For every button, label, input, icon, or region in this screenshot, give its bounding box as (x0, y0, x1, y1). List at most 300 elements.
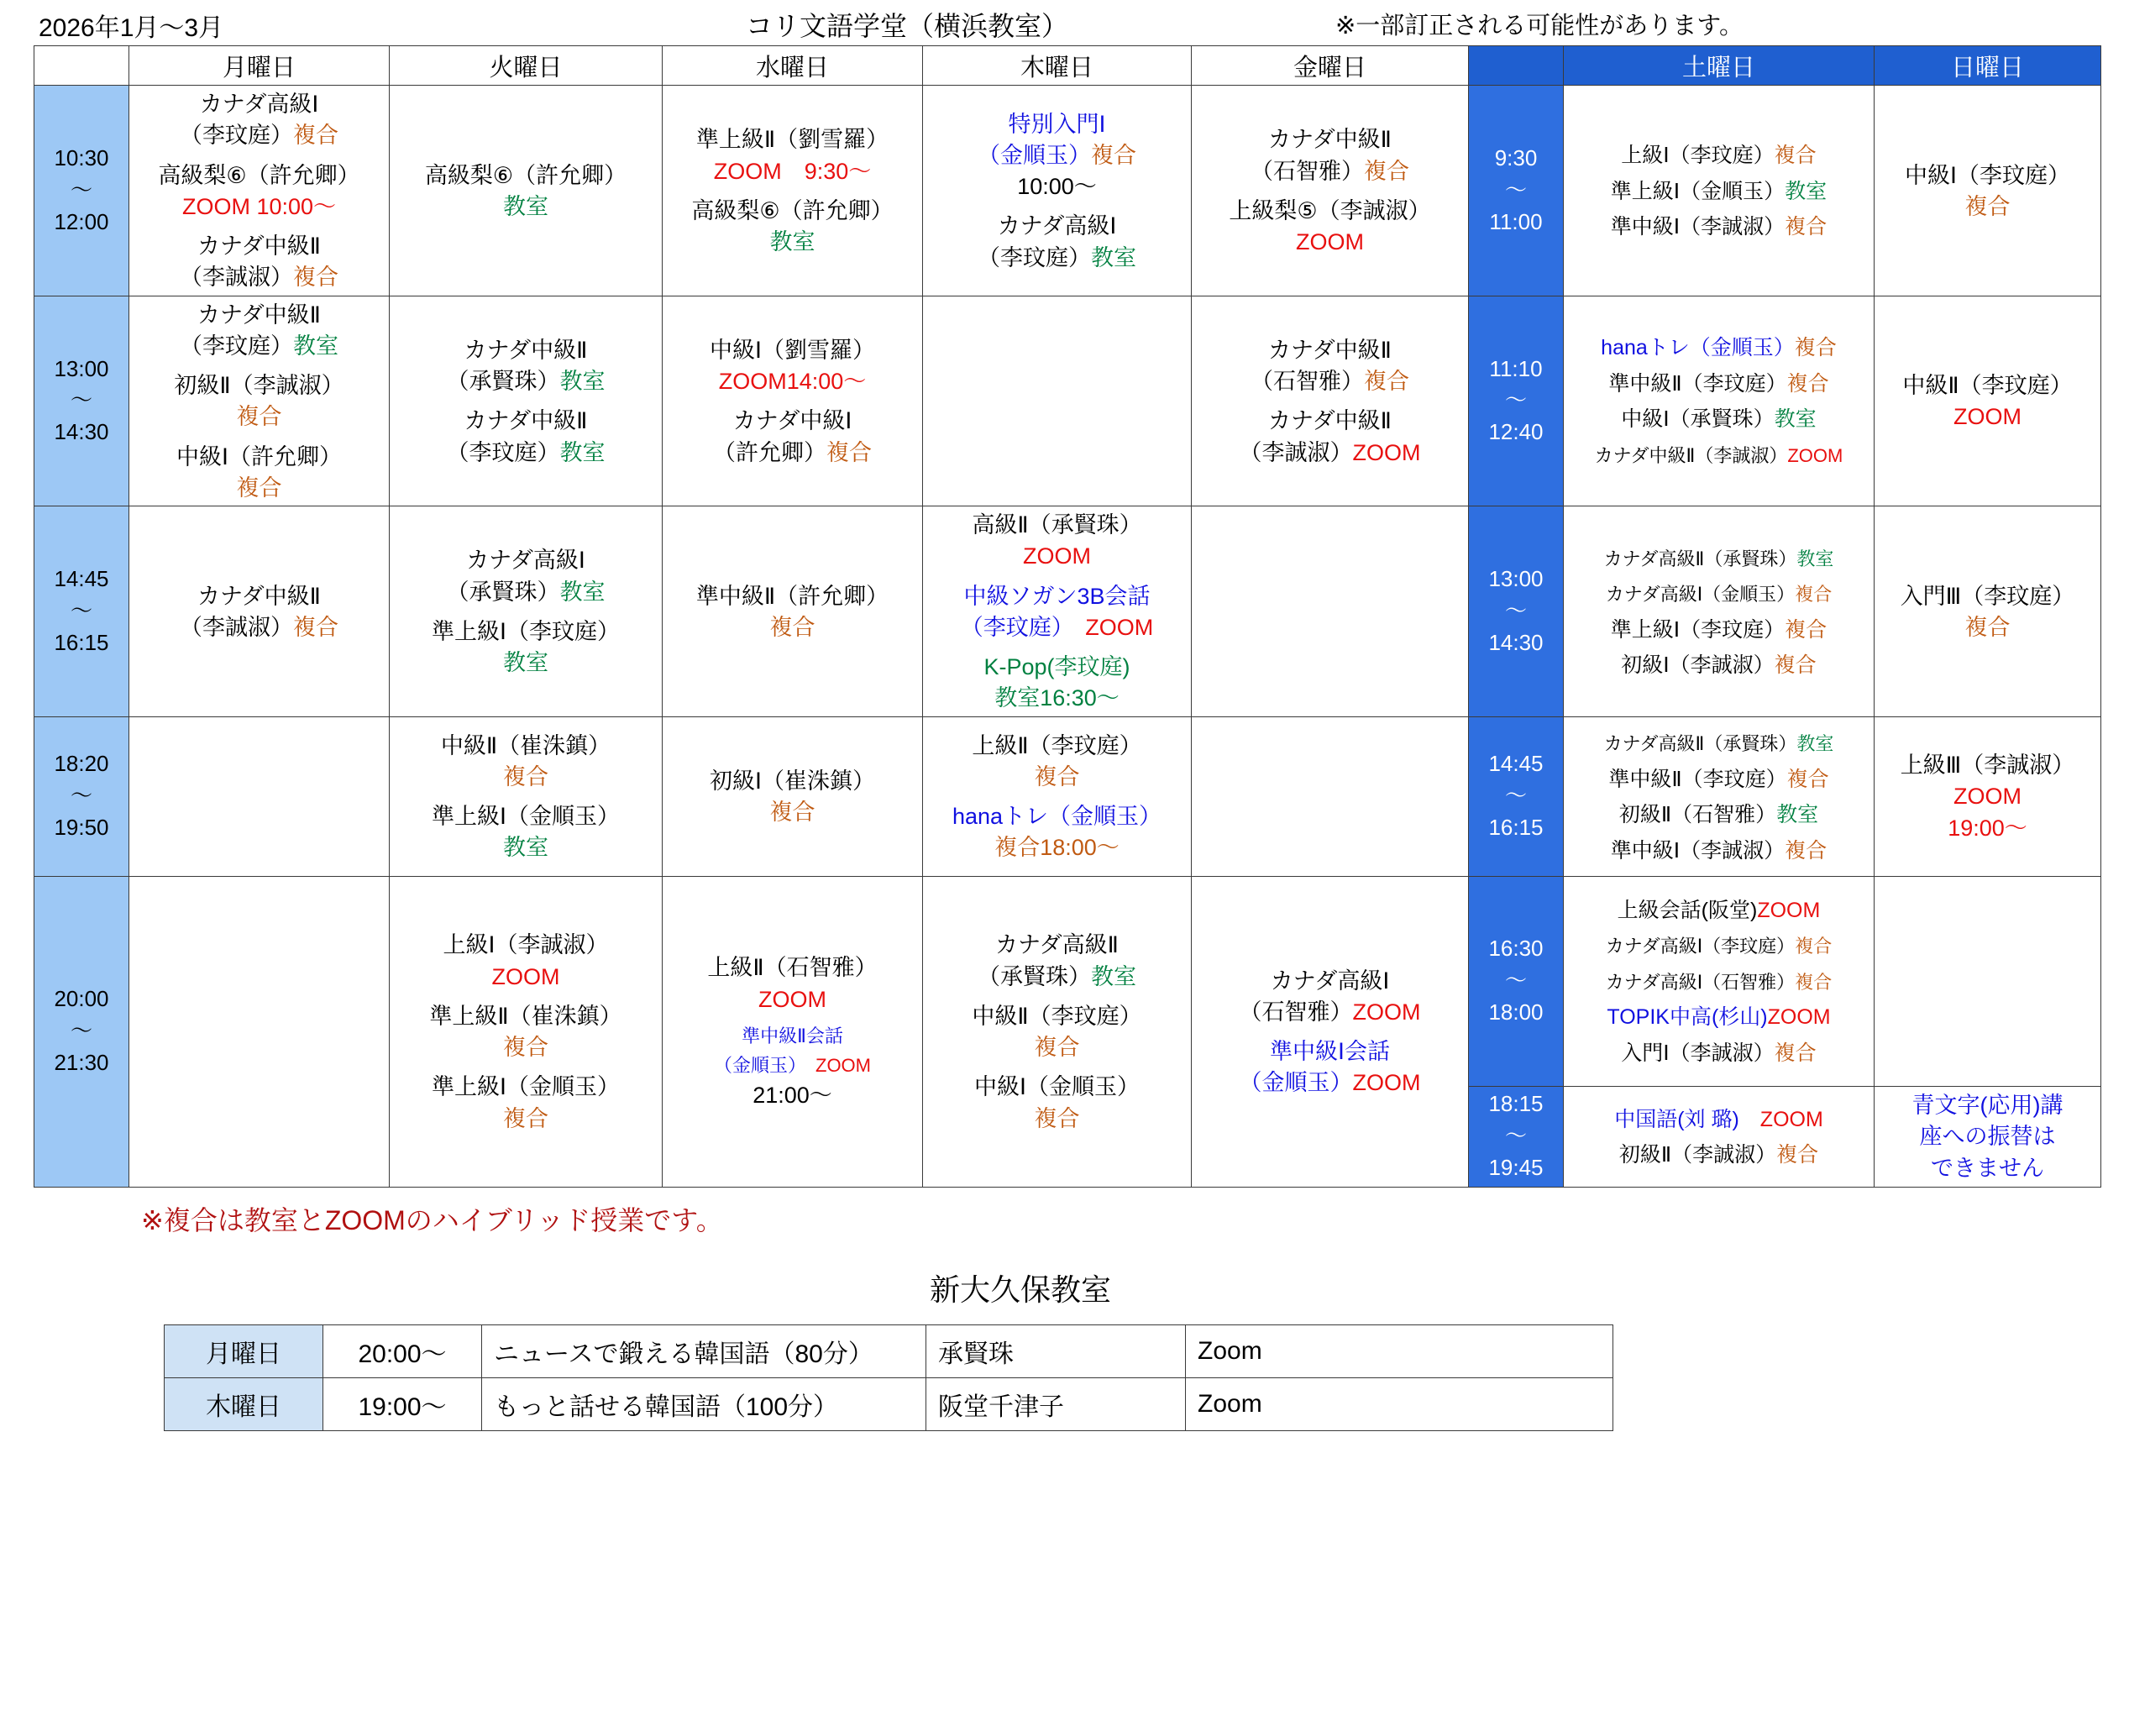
class-text: 上級会話(阪堂) (1617, 898, 1758, 922)
class-entry (129, 442, 389, 505)
class-entry (1192, 966, 1468, 1029)
class-text: カナダ高級Ⅰ (997, 213, 1117, 239)
class-entry (1564, 213, 1874, 241)
time-line: 10:30 (54, 145, 109, 171)
class-text: 教室 (1776, 803, 1819, 826)
class-text: できません (1931, 1155, 2044, 1181)
shin-time: 20:00～ (323, 1324, 482, 1377)
sat-time-slot-label (1469, 716, 1564, 876)
shin-mode: Zoom (1186, 1324, 1613, 1377)
schedule-cell-thu (923, 506, 1192, 717)
time-line: 14:30 (1488, 629, 1544, 655)
class-text: （承賢珠） (978, 963, 1091, 989)
time-line: ～ (1504, 176, 1527, 202)
class-text: 複合 (1964, 614, 2011, 640)
class-text: カナダ中級Ⅱ (197, 302, 321, 328)
class-text: 高級梨⑥（許允卿） (424, 162, 627, 188)
class-entry (663, 766, 922, 829)
schedule-cell-tue (390, 296, 663, 506)
time-line: 11:00 (1489, 208, 1543, 234)
class-text: 準上級Ⅰ（李玟庭） (1610, 617, 1786, 642)
table-row (34, 716, 2101, 876)
class-entry (1875, 1090, 2100, 1184)
class-text: ZOOM (1953, 404, 2022, 430)
class-entry (129, 160, 389, 223)
class-text: 複合 (1776, 1143, 1819, 1167)
class-text: 複合 (293, 265, 338, 291)
class-entry (390, 1001, 662, 1064)
class-text: 教室 (559, 369, 606, 394)
class-text: 複合 (1964, 193, 2011, 219)
class-text: ZOOM (1757, 898, 1821, 922)
header-bar (0, 0, 2150, 44)
column-header-fri: 金曜日 (1192, 46, 1469, 86)
class-entry (923, 211, 1191, 274)
column-header-wed: 水曜日 (663, 46, 923, 86)
class-text: （石智雅） (1239, 999, 1353, 1025)
sat-time-slot-label (1469, 1086, 1564, 1187)
class-text: （金順玉） (1239, 1070, 1353, 1096)
class-entry (1875, 750, 2100, 844)
class-text: 教室 (1091, 244, 1136, 270)
class-entry (1192, 406, 1468, 469)
class-text: 準上級Ⅰ（金順玉） (1610, 179, 1786, 203)
class-text: 中級Ⅰ（李玟庭） (1905, 162, 2070, 188)
class-text: 複合 (503, 1105, 548, 1131)
class-text: 複合 (1794, 336, 1837, 360)
time-slot-label (34, 86, 129, 296)
class-text: カナダ高級Ⅰ (466, 548, 585, 574)
class-entry (1564, 334, 1874, 362)
class-text: TOPIK中高(杉山) (1607, 1005, 1768, 1030)
schedule-cell-wed (663, 86, 923, 296)
time-line: 14:45 (54, 566, 109, 592)
class-text: 青文字(応用)講 (1911, 1093, 2063, 1119)
class-text: 高級梨⑥（許允卿） (158, 162, 360, 188)
class-text: 教室 (559, 439, 606, 465)
class-text: 複合 (293, 123, 338, 149)
time-line: 18:15 (1488, 1091, 1544, 1117)
class-text: 複合 (1774, 653, 1817, 678)
sat-time-slot-label (1469, 86, 1564, 296)
time-line: 21:30 (54, 1049, 109, 1075)
class-text: カナダ中級Ⅱ (464, 408, 588, 434)
sat-time-slot-label (1469, 876, 1564, 1086)
class-text: 準上級Ⅰ（金順玉） (432, 1074, 620, 1100)
class-text: 初級Ⅰ（李誠淑） (1621, 653, 1775, 678)
class-text: 初級Ⅱ（石智雅） (1618, 803, 1777, 826)
column-header-sun: 日曜日 (1875, 46, 2101, 86)
schedule-cell-tue (390, 876, 663, 1187)
class-text: 複合 (1034, 763, 1080, 789)
schedule-cell-sun (1875, 296, 2101, 506)
class-text: ZOOM14:00～ (718, 369, 867, 394)
class-text: （石智雅） (1251, 369, 1364, 394)
class-entry (1564, 968, 1874, 996)
table-row (34, 86, 2101, 296)
class-entry (1564, 142, 1874, 170)
class-text: （石智雅） (1251, 158, 1364, 184)
schedule-cell-sun (1875, 1086, 2101, 1187)
class-text: 中級Ⅱ（李玟庭） (1902, 373, 2073, 398)
class-text: 準中級Ⅰ（李誠淑） (1610, 215, 1786, 239)
class-text: 21:00～ (752, 1083, 832, 1109)
class-text: ZOOM (1296, 229, 1364, 254)
class-entry (923, 581, 1191, 644)
class-text: 中級Ⅱ（李玟庭） (972, 1003, 1142, 1029)
class-entry (390, 160, 662, 223)
sat-time-slot-label (1469, 506, 1564, 717)
class-text: ZOOM (1062, 614, 1154, 640)
class-text: ZOOM (1767, 1005, 1831, 1030)
class-text: 複合 (1774, 144, 1817, 167)
class-text: 複合 (1034, 1105, 1080, 1131)
class-entry (923, 1072, 1191, 1135)
time-line: 16:30 (1488, 936, 1544, 962)
schedule-cell-sat (1564, 876, 1875, 1086)
class-entry (663, 952, 922, 1015)
class-entry (663, 335, 922, 398)
class-text: カナダ高級Ⅰ（金順玉） (1605, 584, 1796, 606)
class-text: 複合 (769, 800, 815, 825)
class-text: K-Pop(李玟庭) (983, 654, 1130, 679)
class-text: 上級Ⅰ（李玟庭） (1621, 144, 1775, 167)
class-entry (1875, 581, 2100, 644)
class-text: 複合 (1774, 1041, 1817, 1065)
class-text: 教室 (1774, 407, 1817, 432)
time-line: ～ (70, 597, 92, 623)
schedule-cell-thu (923, 296, 1192, 506)
class-text: 複合 (293, 614, 338, 640)
schedule-cell-wed (663, 716, 923, 876)
class-text: 教室 (293, 333, 338, 359)
class-text: 複合 (503, 1035, 548, 1060)
class-entry (390, 335, 662, 398)
class-text: 複合 (1795, 971, 1833, 993)
class-text: 複合 (1785, 617, 1828, 642)
class-text: 準中級Ⅱ会話 (742, 1025, 843, 1046)
shin-day: 月曜日 (165, 1324, 323, 1377)
class-text: 複合 (1795, 936, 1833, 957)
footnote: ※複合は教室とZOOMのハイブリッド授業です。 (141, 1204, 723, 1235)
class-entry (1564, 932, 1874, 960)
class-text: 中級Ⅰ（承賢珠） (1621, 407, 1775, 432)
class-text: 複合 (1786, 767, 1829, 791)
class-entry (1192, 196, 1468, 259)
class-entry (1564, 178, 1874, 206)
time-line: ～ (70, 176, 92, 202)
column-header-mon: 月曜日 (129, 46, 390, 86)
class-text: 上級Ⅲ（李誠淑） (1900, 753, 2075, 779)
column-header-tue: 火曜日 (390, 46, 663, 86)
class-entry (129, 370, 389, 433)
class-text: 教室 (503, 650, 548, 675)
time-line: 20:00 (54, 986, 109, 1012)
class-text: 準上級Ⅱ（劉雪羅） (695, 127, 889, 153)
class-entry (923, 109, 1191, 203)
class-text: 複合 (769, 614, 815, 640)
class-text: 19:00～ (1948, 815, 2027, 841)
class-entry (1564, 1106, 1874, 1134)
time-line: 11:10 (1489, 355, 1543, 381)
time-line: ～ (1504, 1123, 1527, 1149)
time-line: ～ (1504, 783, 1527, 809)
class-text: 教室 (1785, 179, 1828, 203)
time-slot-label (34, 506, 129, 717)
class-text: 中級Ⅰ（金順玉） (974, 1074, 1140, 1100)
schedule-cell-mon (129, 716, 390, 876)
shin-table-row (165, 1377, 1613, 1430)
shin-teacher: 阪堂千津子 (926, 1377, 1186, 1430)
class-text: hanaトレ（金順玉） (952, 804, 1162, 829)
class-text: 複合 (1364, 369, 1409, 394)
class-entry (390, 406, 662, 469)
class-entry (663, 1024, 922, 1112)
page-title: コリ文語学堂（横浜教室） (746, 11, 1069, 41)
class-text: 入門Ⅲ（李玟庭） (1900, 583, 2075, 609)
class-text: （許允卿） (713, 439, 826, 465)
shin-table-row (165, 1324, 1613, 1377)
class-text: カナダ高級Ⅰ（李玟庭） (1605, 936, 1796, 957)
class-text: カナダ中級Ⅱ (1268, 408, 1392, 434)
time-line: 14:45 (1488, 751, 1544, 777)
schedule-cell-mon (129, 876, 390, 1187)
sat-time-slot-label (1469, 296, 1564, 506)
class-text: 準中級Ⅱ（李玟庭） (1608, 767, 1787, 791)
schedule-cell-fri (1192, 86, 1469, 296)
class-text: カナダ高級Ⅱ (995, 932, 1119, 958)
table-row (34, 876, 2101, 1086)
schedule-cell-sun (1875, 716, 2101, 876)
schedule-cell-thu (923, 876, 1192, 1187)
time-line: 18:00 (1488, 999, 1544, 1025)
class-text: カナダ高級Ⅰ (1270, 968, 1390, 994)
class-entry (390, 616, 662, 679)
class-entry (1564, 1040, 1874, 1067)
class-text: ZOOM (1352, 1070, 1421, 1096)
class-text: ZOOM (1738, 1107, 1823, 1131)
schedule-cell-wed (663, 506, 923, 717)
class-text: （李誠淑） (180, 265, 293, 291)
class-text: カナダ中級Ⅱ (1268, 337, 1392, 363)
class-text: 上級Ⅱ（李玟庭） (972, 732, 1142, 758)
column-header-sat: 土曜日 (1564, 46, 1875, 86)
class-text: 複合 (503, 763, 548, 789)
class-text: （承賢珠） (446, 579, 560, 605)
time-slot-label (34, 716, 129, 876)
schedule-cell-sat (1564, 1086, 1875, 1187)
class-entry (663, 196, 922, 259)
class-text: 初級Ⅱ（李誠淑） (174, 373, 344, 398)
class-text: （金順玉） (978, 142, 1091, 168)
class-text: 複合 (826, 439, 872, 465)
schedule-cell-sat (1564, 716, 1875, 876)
class-text: 複合 (1785, 215, 1828, 239)
schedule-cell-sat (1564, 506, 1875, 717)
time-line: 13:00 (1488, 566, 1544, 592)
class-text: （李玟庭） (180, 123, 293, 149)
class-text: カナダ高級Ⅱ（承賢珠） (1603, 733, 1797, 754)
shin-okubo-title: 新大久保教室 (929, 1272, 1111, 1307)
class-entry (1564, 801, 1874, 829)
time-line: ～ (1504, 968, 1527, 994)
notice-label: ※一部訂正される可能性があります。 (1335, 13, 1744, 39)
class-text: 座への振替は (1919, 1124, 2056, 1150)
class-text: 初級Ⅰ（崔洙鎮） (710, 768, 875, 794)
class-text: 中国語(刘 璐) (1614, 1107, 1739, 1131)
class-entry (1564, 1141, 1874, 1169)
class-text: （李玟庭） (446, 439, 560, 465)
class-text: 教室 (503, 193, 548, 219)
schedule-cell-wed (663, 296, 923, 506)
class-text: ZOOM (797, 1055, 871, 1077)
corner-cell (34, 46, 129, 86)
class-text: カナダ中級Ⅰ (732, 408, 852, 434)
class-text: ZOOM (1352, 999, 1421, 1025)
shin-mode: Zoom (1186, 1377, 1613, 1430)
class-text: ZOOM (1787, 444, 1843, 466)
class-entry (390, 1072, 662, 1135)
class-entry (1564, 730, 1874, 758)
time-line: 19:45 (1488, 1154, 1544, 1180)
class-text: 上級Ⅱ（石智雅） (707, 955, 878, 981)
main-timetable (34, 45, 2101, 1188)
class-text: 準中級Ⅱ（許允卿） (695, 583, 889, 609)
table-row (34, 296, 2101, 506)
class-text: 複合 (1034, 1035, 1080, 1060)
class-entry (1564, 897, 1874, 925)
period-label: 2026年1月～3月 (39, 14, 224, 42)
class-text: ZOOM (491, 963, 560, 989)
class-text: 準中級Ⅱ（李玟庭） (1608, 371, 1787, 396)
class-entry (1564, 545, 1874, 573)
schedule-cell-mon (129, 86, 390, 296)
class-text: 上級Ⅰ（李誠淑） (443, 932, 609, 958)
class-text: （李玟庭） (180, 333, 293, 359)
schedule-cell-fri (1192, 876, 1469, 1187)
class-text: ZOOM 9:30～ (713, 158, 872, 184)
class-text: カナダ高級Ⅰ (199, 92, 319, 117)
class-text: 複合 (1795, 584, 1833, 606)
class-text: hanaトレ（金順玉） (1601, 336, 1795, 360)
time-line: 19:50 (54, 814, 109, 840)
time-line: ～ (70, 1018, 92, 1044)
class-entry (923, 801, 1191, 864)
class-entry (129, 89, 389, 152)
class-text: 初級Ⅱ（李誠淑） (1618, 1143, 1777, 1167)
class-entry (923, 652, 1191, 715)
class-text: 準上級Ⅰ（金順玉） (432, 804, 620, 829)
class-text: カナダ中級Ⅱ（李誠淑） (1594, 444, 1788, 466)
schedule-cell-tue (390, 506, 663, 717)
schedule-cell-mon (129, 506, 390, 717)
class-text: ZOOM 10:00～ (181, 193, 337, 219)
schedule-cell-sat (1564, 86, 1875, 296)
time-slot-label (34, 296, 129, 506)
shin-day: 木曜日 (165, 1377, 323, 1430)
class-text: カナダ高級Ⅰ（石智雅） (1605, 971, 1796, 993)
class-entry (923, 930, 1191, 993)
class-text: （李誠淑） (1239, 439, 1353, 465)
class-text: 特別入門Ⅰ (1008, 111, 1106, 137)
time-line: 16:15 (1488, 814, 1544, 840)
schedule-cell-sun (1875, 876, 2101, 1086)
class-text: 教室 (503, 835, 548, 861)
shin-time: 19:00～ (323, 1377, 482, 1430)
class-text: 準上級Ⅰ（李玟庭） (432, 618, 620, 644)
class-entry (1564, 652, 1874, 679)
class-entry (1564, 370, 1874, 398)
class-text: 教室 (769, 229, 815, 254)
column-header-thu: 木曜日 (923, 46, 1192, 86)
time-line: 14:30 (54, 419, 109, 445)
schedule-cell-thu (923, 86, 1192, 296)
class-entry (663, 406, 922, 469)
class-text: 中級Ⅰ（許允卿） (176, 443, 342, 469)
schedule-cell-fri (1192, 296, 1469, 506)
class-text: 中級ソガン3B会話 (963, 583, 1151, 609)
schedule-cell-sun (1875, 506, 2101, 717)
time-line: 12:40 (1488, 419, 1544, 445)
time-line: 16:15 (54, 629, 109, 655)
class-text: カナダ中級Ⅱ (197, 583, 321, 609)
time-line: ～ (70, 387, 92, 413)
class-entry (129, 581, 389, 644)
schedule-cell-fri (1192, 716, 1469, 876)
class-text: ZOOM (1352, 439, 1421, 465)
class-entry (1564, 406, 1874, 433)
class-entry (1564, 837, 1874, 865)
class-text: カナダ高級Ⅱ（承賢珠） (1603, 548, 1797, 569)
class-text: （金順玉） (713, 1055, 797, 1077)
class-entry (129, 231, 389, 294)
class-text: 準中級Ⅰ（李誠淑） (1610, 838, 1786, 863)
class-text: （承賢珠） (446, 369, 560, 394)
class-text: ZOOM (758, 986, 826, 1012)
class-entry (390, 731, 662, 794)
class-entry (923, 510, 1191, 573)
class-text: 複合 (236, 475, 282, 501)
class-entry (390, 801, 662, 864)
time-line: ～ (1504, 387, 1527, 413)
class-text: 複合 (1785, 838, 1828, 863)
schedule-cell-sat (1564, 296, 1875, 506)
time-line: ～ (70, 783, 92, 809)
schedule-cell-wed (663, 876, 923, 1187)
shin-course: もっと話せる韓国語（100分） (482, 1377, 926, 1430)
class-text: 教室 (1796, 733, 1834, 754)
class-entry (1192, 124, 1468, 187)
schedule-cell-fri (1192, 506, 1469, 717)
schedule-cell-sun (1875, 86, 2101, 296)
time-slot-label (34, 876, 129, 1187)
class-entry (923, 731, 1191, 794)
shin-okubo-table (164, 1324, 1613, 1431)
class-text: カナダ中級Ⅱ (464, 337, 588, 363)
class-text: 高級梨⑥（許允卿） (691, 197, 894, 223)
class-entry (1192, 1036, 1468, 1099)
class-text: カナダ中級Ⅱ (1268, 127, 1392, 153)
time-line: 18:20 (54, 751, 109, 777)
corner-cell-sat (1469, 46, 1564, 86)
class-entry (1875, 160, 2100, 223)
class-text: 高級Ⅱ（承賢珠） (972, 512, 1142, 538)
class-text: 中級Ⅱ（崔洙鎮） (440, 732, 611, 758)
class-entry (1564, 1004, 1874, 1031)
class-entry (129, 300, 389, 363)
schedule-cell-tue (390, 86, 663, 296)
shin-course: ニュースで鍛える韓国語（80分） (482, 1324, 926, 1377)
